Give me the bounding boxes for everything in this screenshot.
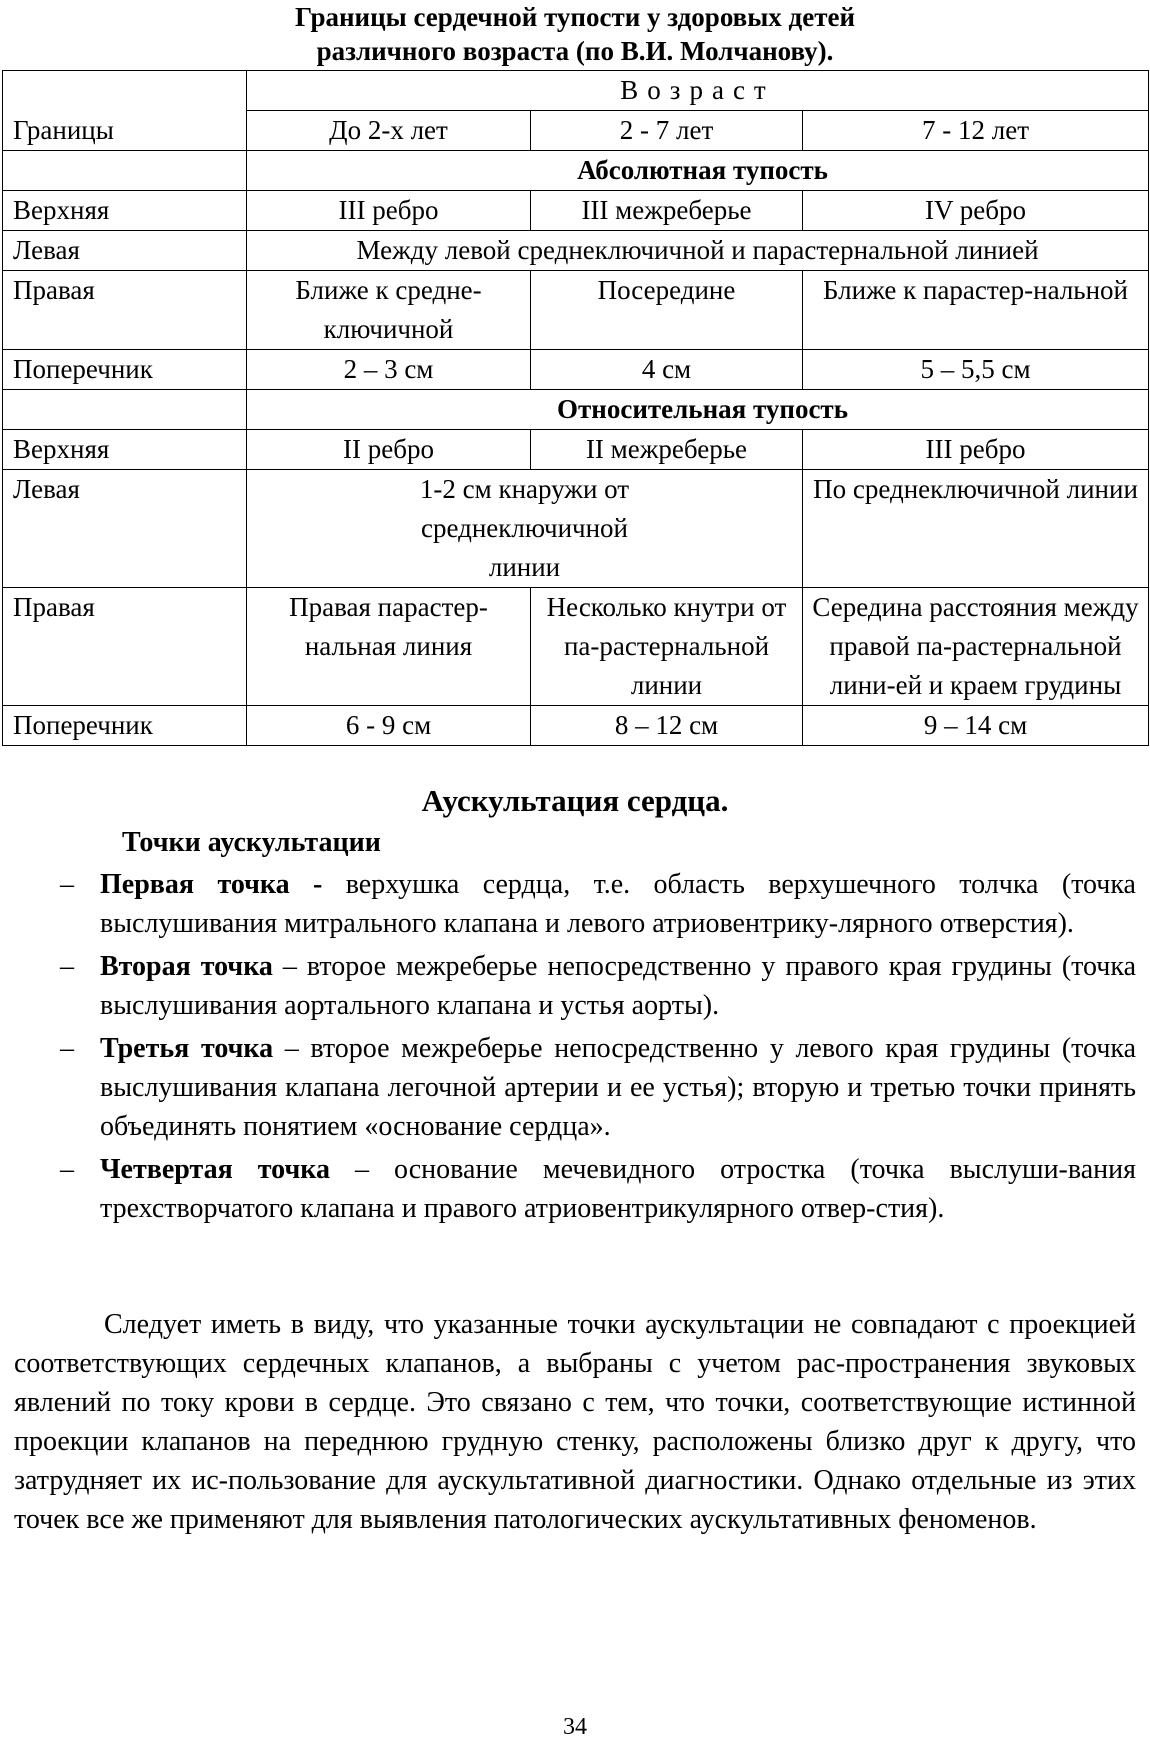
cell-value: Посередине: [531, 271, 803, 350]
section-subtitle: Точки аускультации: [122, 827, 381, 858]
table-title-line-2: различного возраста (по В.И. Молчанову).: [316, 36, 834, 66]
list-item: [0, 947, 1150, 1025]
table-row: [3, 706, 1149, 746]
cell-value: 8 – 12 см: [531, 706, 803, 746]
header-label: Границы: [3, 71, 247, 151]
cardiac-dullness-table: [2, 70, 1149, 746]
cell-value: Между левой среднеключичной и парастернальной линией: [247, 231, 1149, 271]
empty-cell: [3, 151, 247, 191]
cell-value: III ребро: [247, 191, 531, 231]
cell-value: IV ребро: [803, 191, 1149, 231]
point-text: верхушка сердца, т.е. область верхушечного толчка (точка выслушивания митрального клапана и левого атриовентрику-лярного отверстия).: [100, 869, 1136, 939]
cell-value: 4 см: [531, 350, 803, 390]
list-item: [0, 1029, 1150, 1146]
cell-value: Ближе к средне-ключичной: [247, 271, 531, 350]
cell-value: 6 - 9 см: [247, 706, 531, 746]
absolute-section-title: Абсолютная тупость: [247, 151, 1149, 191]
list-item: [0, 1150, 1150, 1228]
list-dash: –: [60, 1033, 74, 1064]
empty-cell: [3, 390, 247, 430]
relative-section-row: [3, 390, 1149, 430]
table-row: [3, 350, 1149, 390]
point-lead: Вторая точка: [100, 951, 273, 982]
row-label: Поперечник: [3, 350, 247, 390]
age-column: До 2-х лет: [247, 111, 531, 151]
list-dash: –: [60, 951, 74, 982]
table-title-line-1: Границы сердечной тупости у здоровых детей: [295, 2, 855, 32]
section-title: Аускультация сердца.: [421, 783, 729, 818]
row-label: Правая: [3, 588, 247, 706]
cell-value: 9 – 14 см: [803, 706, 1149, 746]
table-row: [3, 588, 1149, 706]
auscultation-points-list: [0, 865, 1150, 1232]
point-text: – второе межреберье непосредственно у левого края грудины (точка выслушивания клапана легочной артерии и ее устья); вторую и третью точки принять объединять понятием «основание сердца».: [100, 1033, 1137, 1142]
table-header-row: [3, 71, 1149, 111]
point-lead: Четвертая точка: [100, 1154, 330, 1185]
cell-value: По среднеключичной линии: [803, 470, 1149, 588]
absolute-section-row: [3, 151, 1149, 191]
point-text: – основание мечевидного отростка (точка выслуши-вания трехстворчатого клапана и правого атриовентрикулярного отвер-стия).: [100, 1154, 1137, 1224]
cell-value: III межреберье: [531, 191, 803, 231]
table-row: [3, 231, 1149, 271]
table-row: [3, 271, 1149, 350]
cell-value: II межреберье: [531, 430, 803, 470]
age-column: 7 - 12 лет: [803, 111, 1149, 151]
point-lead: Первая точка -: [100, 869, 323, 900]
row-label: Поперечник: [3, 706, 247, 746]
cell-value: Середина расстояния между правой па-растернальной лини-ей и краем грудины: [803, 588, 1149, 706]
point-lead: Третья точка: [100, 1033, 274, 1064]
age-header: Возраст: [247, 71, 1149, 111]
body-paragraph: Следует иметь в виду, что указанные точки аускультации не совпадают с проекцией соответствующих сердечных клапанов, а выбраны с учетом рас-пространения звуковых явлений по току крови в сердце. Это связано с тем, что точки, соответствующие истинной проекции клапанов на переднюю грудную стенку, расположены близко друг к другу, что затрудняет их ис-пользование для аускультативной диагностики. Однако отдельные из этих точек все же применяют для выявления патологических аускультативных феноменов.: [14, 1309, 1136, 1535]
row-label: Левая: [3, 470, 247, 588]
cell-value: 5 – 5,5 см: [803, 350, 1149, 390]
age-column: 2 - 7 лет: [531, 111, 803, 151]
row-label: Левая: [3, 231, 247, 271]
row-label: Правая: [3, 271, 247, 350]
page-number: 34: [563, 1714, 587, 1740]
row-label: Верхняя: [3, 191, 247, 231]
relative-section-title: Относительная тупость: [247, 390, 1149, 430]
cell-value: Правая парастер-нальная линия: [247, 588, 531, 706]
list-dash: –: [60, 1154, 74, 1185]
cell-value: 1-2 см кнаружи от среднеключичной линии: [247, 470, 803, 588]
list-item: [0, 865, 1150, 943]
cell-value: II ребро: [247, 430, 531, 470]
cell-value: Несколько кнутри от па-растернальной линии: [531, 588, 803, 706]
table-row: [3, 191, 1149, 231]
table-row: [3, 430, 1149, 470]
cell-value: 2 – 3 см: [247, 350, 531, 390]
cell-value: Ближе к парастер-нальной: [803, 271, 1149, 350]
table-row: [3, 470, 1149, 588]
point-text: – второе межреберье непосредственно у правого края грудины (точка выслушивания аортального клапана и устья аорты).: [100, 951, 1136, 1021]
row-label: Верхняя: [3, 430, 247, 470]
list-dash: –: [60, 869, 74, 900]
cell-value: III ребро: [803, 430, 1149, 470]
